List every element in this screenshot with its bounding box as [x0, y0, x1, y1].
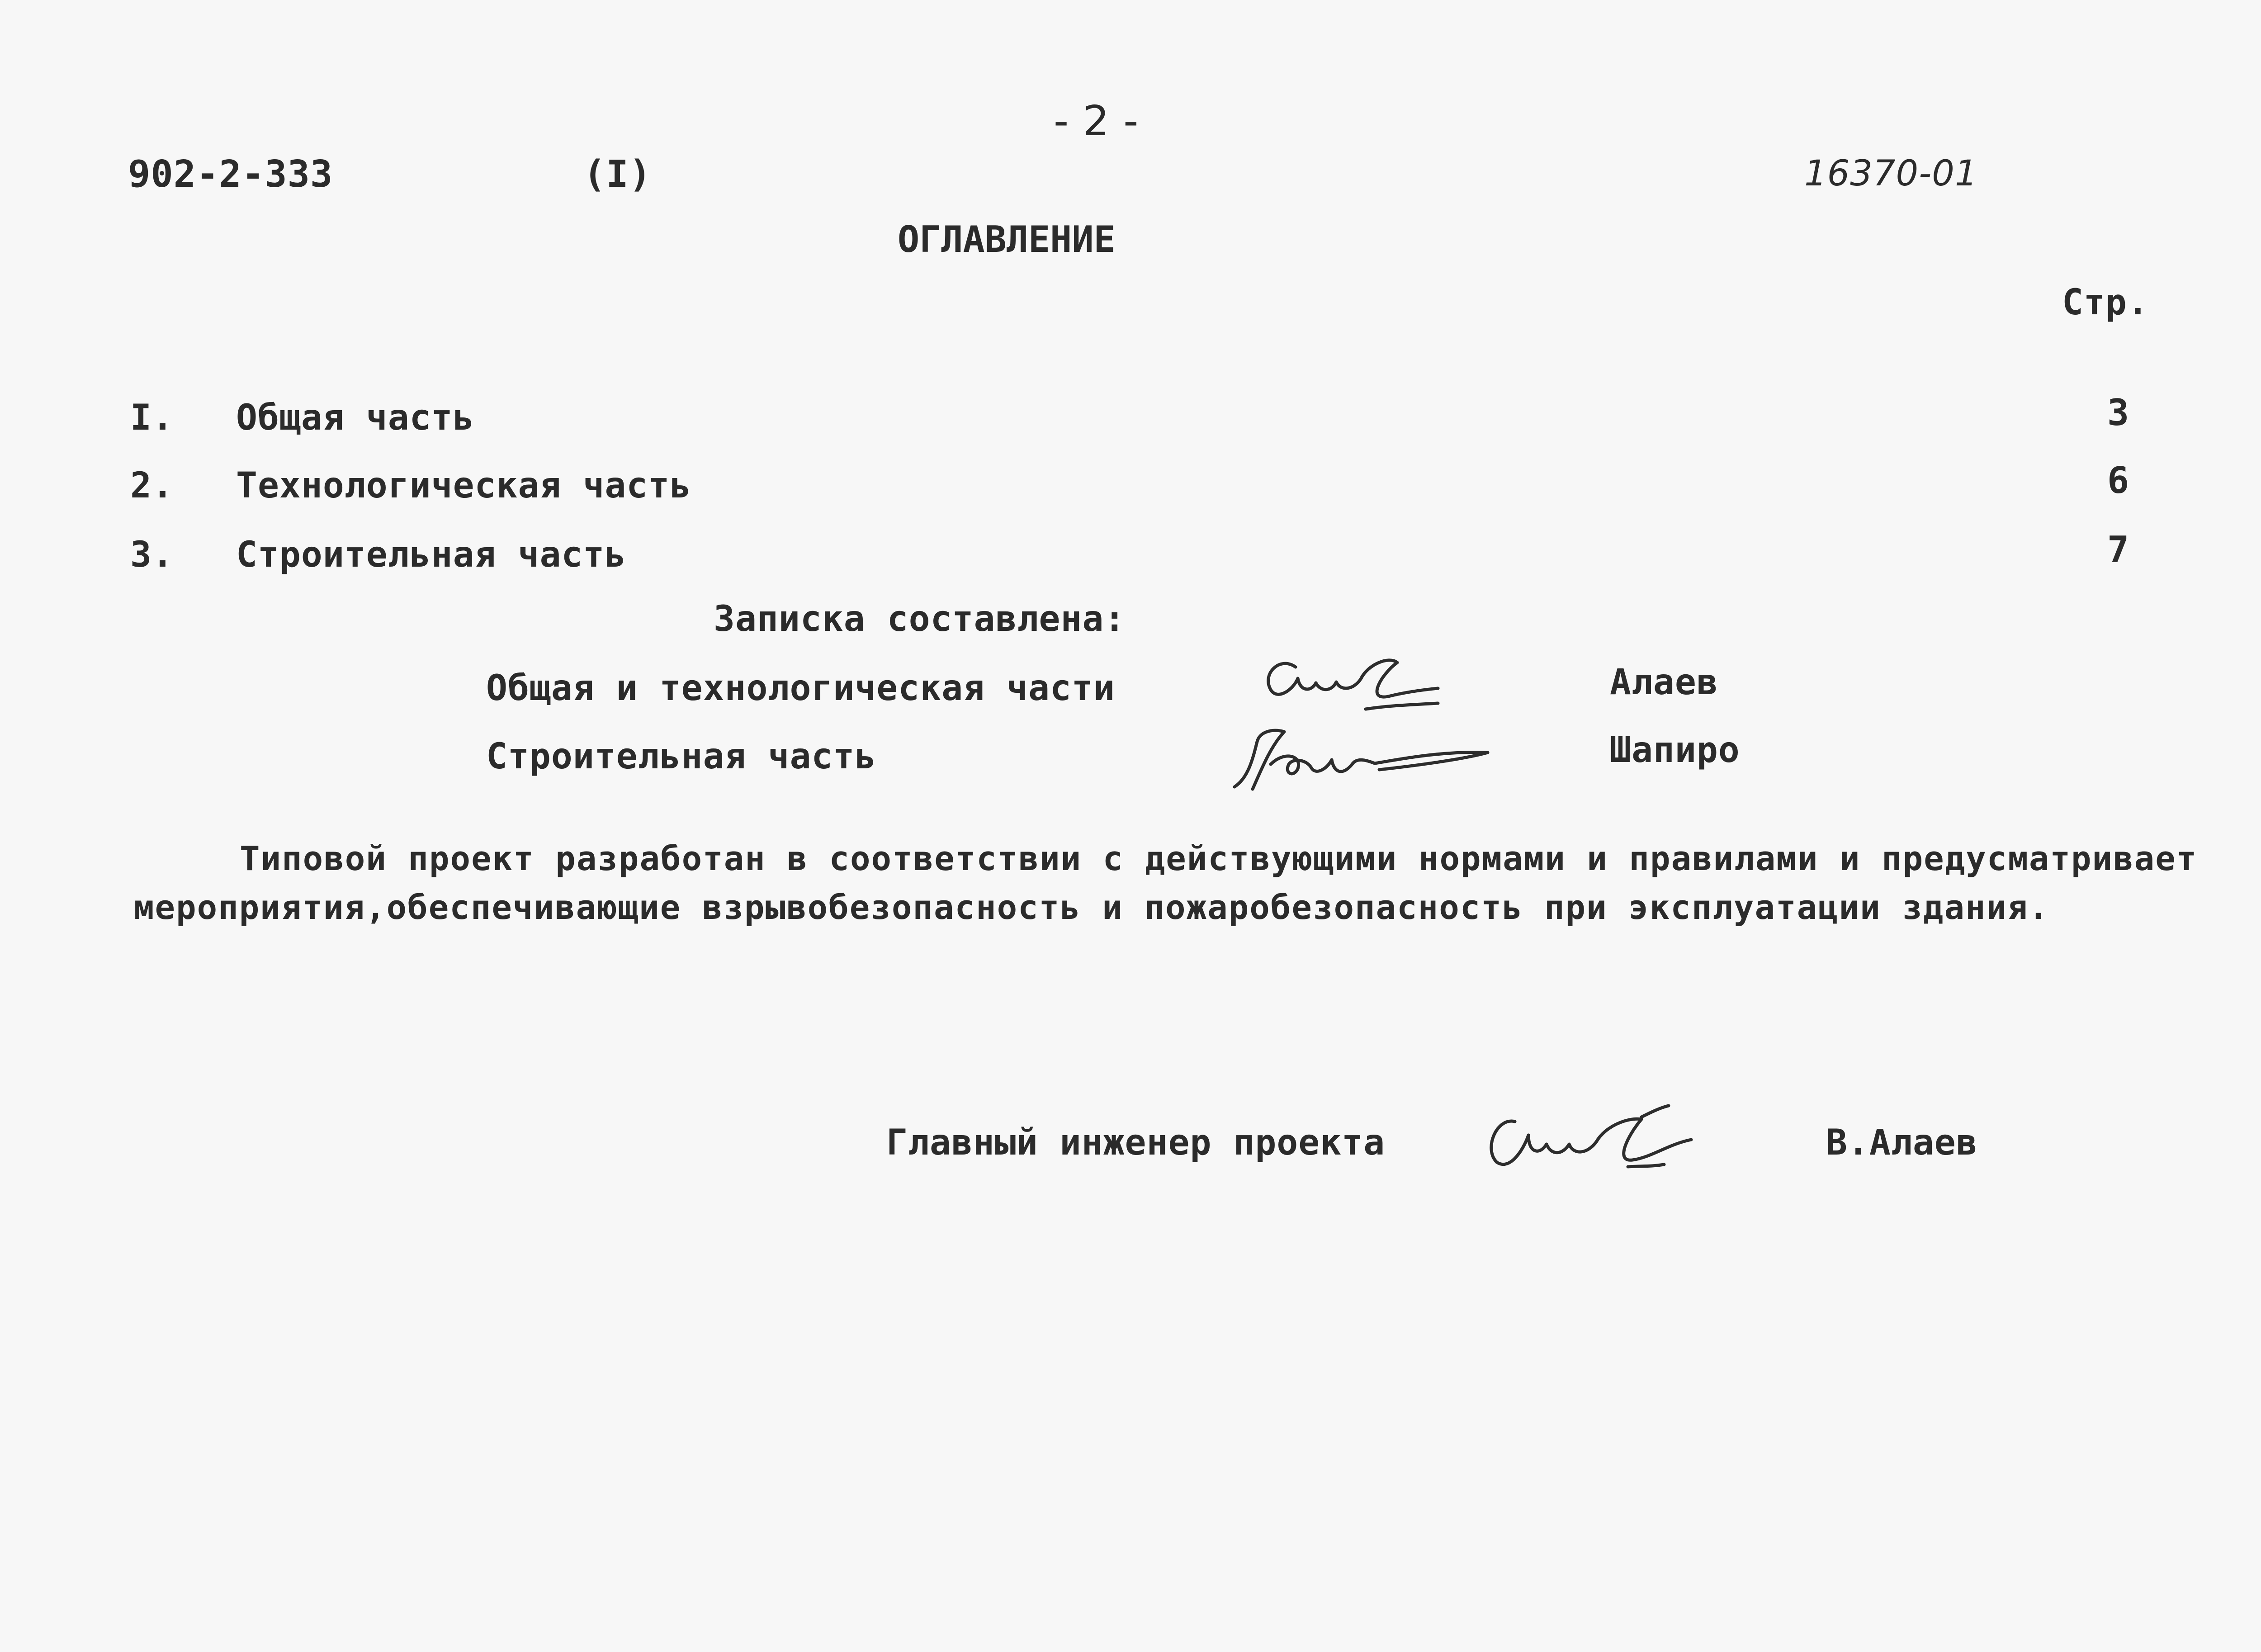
- signers-heading: Записка составлена:: [714, 599, 1126, 639]
- note-paragraph-line: мероприятия,обеспечивающие взрывобезопасность и пожаробезопасность при эксплуатации здания.: [134, 888, 2050, 927]
- toc-item-number: I.: [130, 398, 174, 438]
- volume-mark: (I): [583, 153, 652, 196]
- page-title: ОГЛАВЛЕНИЕ: [898, 218, 1116, 260]
- document-code: 902-2-333: [128, 153, 333, 196]
- chief-engineer-role: Главный инженер проекта: [886, 1122, 1386, 1163]
- signer-name: Шапиро: [1610, 730, 1740, 771]
- signature-image: [1253, 647, 1452, 724]
- toc-item-title: Строительная часть: [236, 535, 627, 575]
- page-number: - 2 -: [1054, 97, 1139, 145]
- chief-engineer-name: В.Алаев: [1826, 1122, 1978, 1163]
- toc-item-title: Общая часть: [236, 398, 475, 438]
- toc-item-number: 3.: [130, 535, 174, 575]
- note-paragraph-line: Типовой проект разработан в соответствии с действующими нормами и правилами и предусматривает: [240, 839, 2198, 878]
- signature-image: [1479, 1099, 1714, 1189]
- signer-role: Строительная часть: [486, 736, 877, 777]
- toc-item-page: 6: [2107, 459, 2130, 502]
- page-column-label: Стр.: [2062, 282, 2149, 323]
- toc-item-number: 2.: [130, 465, 174, 506]
- signature-image: [1203, 715, 1501, 805]
- toc-item-page: 7: [2107, 529, 2130, 571]
- signer-role: Общая и технологическая части: [486, 668, 1115, 709]
- signer-name: Алаев: [1610, 662, 1718, 703]
- toc-item-title: Технологическая часть: [236, 465, 692, 506]
- toc-item-page: 3: [2107, 392, 2130, 434]
- inventory-number: 16370-01: [1804, 153, 1978, 194]
